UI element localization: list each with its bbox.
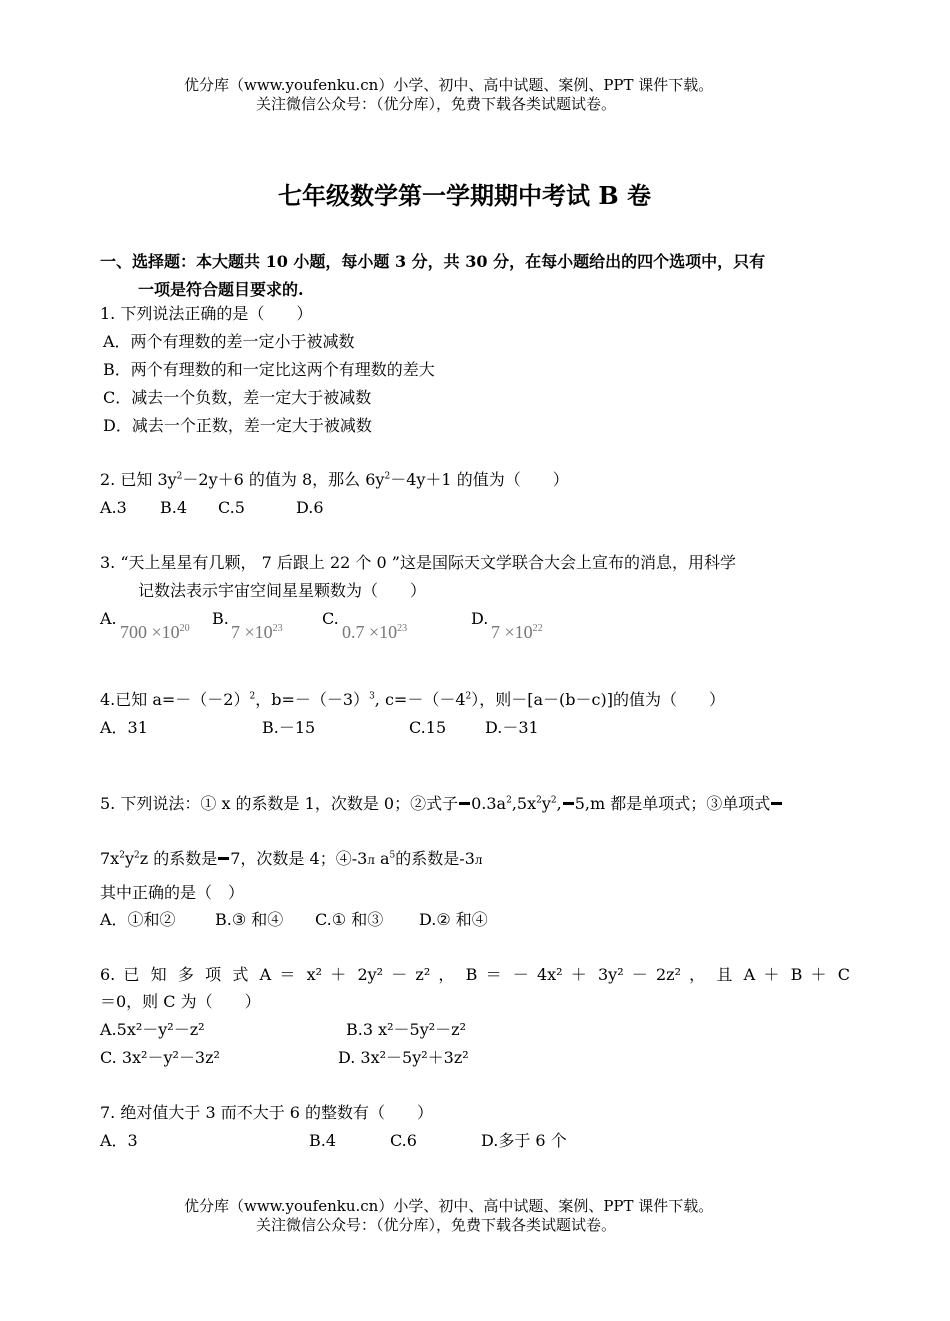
q1-option-d: D．减去一个正数，差一定大于被减数 [103, 416, 372, 435]
q4-stem: 4.已知 $a=-(-2)^2$，$b=-(-3)^3$, $c=-(-4^2)$，则－[a－(b－c)]的值为（ ） [100, 690, 725, 709]
q3-option-c-label: C. [322, 609, 339, 628]
minus-sign [563, 802, 574, 805]
q4-option-b: B.－15 [262, 718, 316, 737]
q7-stem: 7. 绝对值大于 3 而不大于 6 的整数有（ ） [100, 1103, 434, 1122]
q2-option-a: A.3 [100, 498, 127, 517]
page-title: 七年级数学第一学期期中考试 B 卷 [278, 181, 651, 210]
q6-option-c: C. 3x²－y²－3z² [100, 1048, 220, 1067]
q3-option-b-math: $7 \times 10^{23}$ [231, 622, 283, 642]
footer-line-2: 关注微信公众号：（优分库），免费下载各类试题试卷。 [256, 1216, 617, 1234]
q7-option-b: B.4 [309, 1131, 337, 1150]
q2-option-d: D.6 [296, 498, 324, 517]
q7-option-d: D.多于 6 个 [481, 1131, 567, 1150]
q3-option-a-math: $700 \times 10^{20}$ [120, 622, 190, 642]
q5-option-d: D.② 和④ [419, 910, 488, 929]
header-line-2: 关注微信公众号：（优分库），免费下载各类试题试卷。 [256, 95, 617, 113]
q3-stem-cont: 记数法表示宇宙空间星星颗数为（ ） [138, 581, 427, 600]
q6-stem-cont: ＝0，则 C 为（ ） [100, 992, 261, 1011]
q3-option-d-label: D. [471, 609, 489, 628]
q6-stem: 6. 已 知 多 项 式 A ＝ x² ＋ 2y² － z² ， B ＝ － 4x² ＋ 3y² － 2z² ， 且 A ＋ B ＋ C [100, 965, 850, 984]
q2-option-c: C.5 [218, 498, 245, 517]
q7-option-c: C.6 [390, 1131, 417, 1150]
q6-option-a: A.5x²－y²－z² [100, 1020, 205, 1039]
q6-option-d: D. 3x²－5y²＋3z² [338, 1048, 469, 1067]
q3-stem: 3. “天上星星有几颗， 7 后跟上 22 个 0 ”这是国际天文学联合大会上宣布的消息，用科学 [100, 553, 736, 572]
minus-sign [218, 857, 229, 860]
q3-option-a-label: A. [100, 609, 117, 628]
q1-option-a: A．两个有理数的差一定小于被减数 [103, 332, 355, 351]
section-heading-cont: 一项是符合题目要求的. [138, 280, 304, 299]
q5-option-a: A．①和② [100, 910, 176, 929]
q6-option-b: B.3 x²－5y²－z² [346, 1020, 467, 1039]
q1-option-c: C．减去一个负数，差一定大于被减数 [103, 388, 372, 407]
section-heading: 一、选择题：本大题共 10 小题，每小题 3 分，共 30 分，在每小题给出的四个选项中，只有 [100, 252, 766, 271]
q5-stem: 5. 下列说法：① x 的系数是 1，次数是 0；②式子 $0.3a^2,5x^2y^2$, 5,m 都是单项式；③单项式 [100, 794, 783, 814]
q2-stem: 2. 已知 $3y^2-2y+6$ 的值为 8，那么 $6y^2-4y+1$ 的值为（ ） [100, 470, 569, 489]
q1-option-b: B．两个有理数的和一定比这两个有理数的差大 [103, 360, 435, 379]
footer-line-1: 优分库（www.youfenku.cn）小学、初中、高中试题、案例、PPT 课件下载。 [184, 1197, 714, 1215]
q7-option-a: A．3 [100, 1131, 138, 1150]
minus-sign [771, 802, 782, 805]
header-line-1: 优分库（www.youfenku.cn）小学、初中、高中试题、案例、PPT 课件下载。 [184, 76, 714, 94]
q3-option-d-math: $7 \times 10^{22}$ [491, 622, 543, 642]
q5-option-b: B.③ 和④ [215, 910, 284, 929]
q1-stem: 1. 下列说法正确的是（ ） [100, 304, 313, 323]
q3-option-b-label: B. [212, 609, 229, 628]
q3-option-c-math: $0.7 \times 10^{23}$ [342, 622, 408, 642]
q4-option-d: D.－31 [485, 718, 539, 737]
q5-stem-cont: $7x^2y^2z$ 的系数是 7，次数是 4；④-3л $a^5$的系数是-3л [100, 849, 483, 868]
q5-option-c: C.① 和③ [315, 910, 384, 929]
minus-sign [459, 802, 470, 805]
q5-prompt: 其中正确的是（ ） [100, 883, 245, 902]
q2-option-b: B.4 [160, 498, 188, 517]
q4-option-c: C.15 [409, 718, 447, 737]
q4-option-a: A．31 [100, 718, 148, 737]
